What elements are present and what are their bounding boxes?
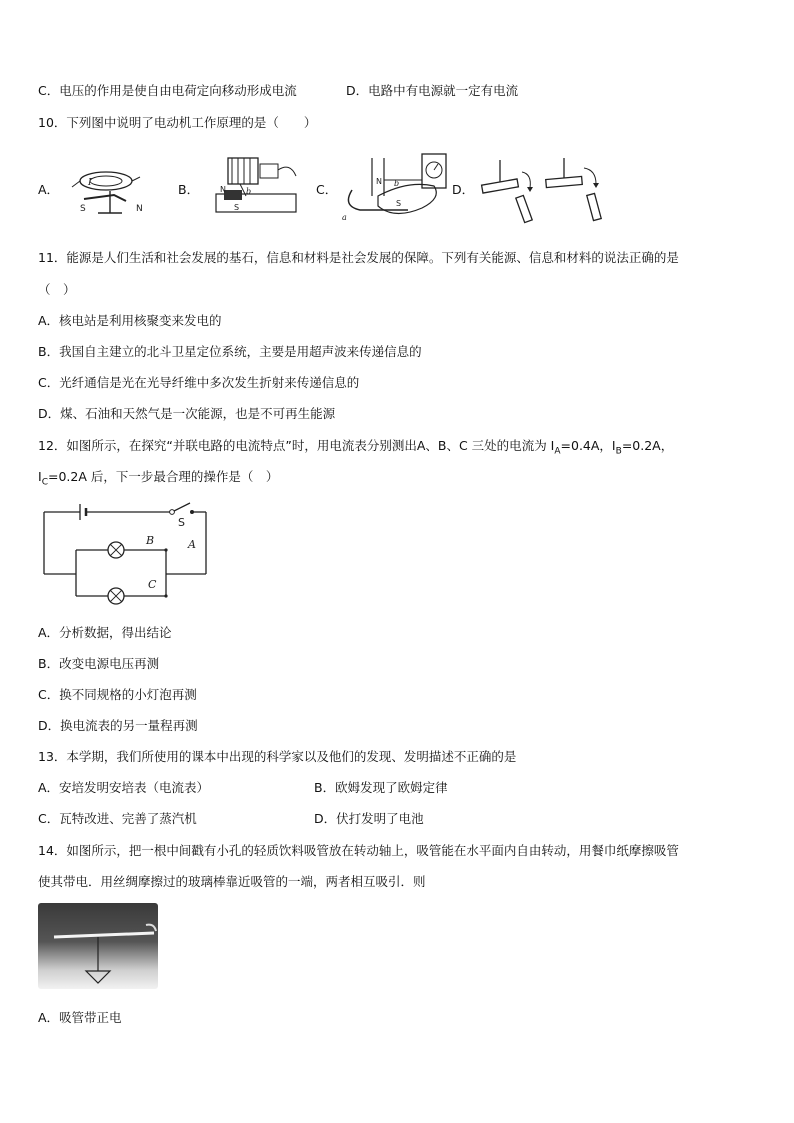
q13-option-a: A．安培发明安培表（电流表） [38, 780, 210, 795]
q14-option-a: A．吸管带正电 [38, 1010, 122, 1025]
q13-option-d: D．伏打发明了电池 [314, 811, 424, 826]
q10-label-c: C． [316, 182, 338, 197]
q12-circuit-diagram [40, 500, 220, 610]
q9-option-d: D．电路中有电源就一定有电流 [346, 83, 519, 98]
q10-figure-b [200, 152, 310, 222]
q9-option-c: C．电压的作用是使自由电荷定向移动形成电流 [38, 83, 297, 98]
q12-stem-line2 [38, 469, 278, 491]
q14-stem-line2: 使其带电．用丝绸摩擦过的玻璃棒靠近吸管的一端，两者相互吸引．则 [38, 874, 426, 889]
q10-c-b-label: b [394, 179, 400, 188]
q10-figure-a [66, 155, 166, 225]
q10-label-d: D． [452, 182, 475, 197]
q12-switch-label: S [178, 516, 185, 529]
q11-option-b: B．我国自主建立的北斗卫星定位系统，主要是用超声波来传递信息的 [38, 344, 422, 359]
q11-option-c: C．光纤通信是光在光导纤维中多次发生折射来传递信息的 [38, 375, 360, 390]
q12-option-c: C．换不同规格的小灯泡再测 [38, 687, 197, 702]
q10-figure-d [474, 152, 614, 224]
q10-label-a: A． [38, 182, 60, 197]
q12-option-a: A．分析数据，得出结论 [38, 625, 172, 640]
q10-figure-c [338, 150, 458, 222]
q10-a-n-label: N [136, 204, 143, 214]
q10-a-s-label: S [80, 204, 86, 214]
q14-straw-drawing [38, 903, 158, 989]
q14-stem-line1: 14．如图所示，把一根中间戳有小孔的轻质饮料吸管放在转动轴上，吸管能在水平面内自由转动，用餐巾纸摩擦吸管 [38, 843, 679, 858]
q10-c-n-label: N [376, 177, 382, 186]
q10-c-s-label: S [396, 199, 402, 208]
q12-option-d: D．换电流表的另一量程再测 [38, 718, 198, 733]
q12-value-a: =0.4A，I [560, 438, 616, 453]
q11-option-a: A．核电站是利用核聚变来发电的 [38, 313, 222, 328]
q10-c-a-label: a [342, 213, 347, 222]
q12-stem-line1 [38, 438, 673, 460]
q12-point-a-label: A [188, 538, 196, 551]
q10-stem: 10．下列图中说明了电动机工作原理的是（ ） [38, 115, 317, 130]
q13-option-b: B．欧姆发现了欧姆定律 [314, 780, 448, 795]
q13-option-c: C．瓦特改进、完善了蒸汽机 [38, 811, 197, 826]
q10-b-s-label: S [234, 203, 240, 212]
q10-b-n-label: N [220, 185, 226, 194]
q11-stem-paren: （ ） [38, 282, 76, 297]
q12-value-b: =0.2A， [621, 438, 674, 453]
q12-current-i: I [38, 469, 42, 484]
q13-stem: 13．本学期，我们所使用的课本中出现的科学家以及他们的发现、发明描述不正确的是 [38, 749, 517, 764]
q12-stem-rest: =0.2A 后，下一步最合理的操作是（ ） [47, 469, 279, 484]
q10-a-current-label: I [88, 178, 92, 188]
q12-point-c-label: C [148, 578, 157, 591]
q12-stem-text: 12．如图所示，在探究“并联电路的电流特点”时，用电流表分别测出 [38, 438, 417, 453]
q12-stem-points: A、B、C 三处的电流为 I [416, 438, 555, 453]
q12-point-b-label: B [146, 534, 155, 547]
q11-option-d: D．煤、石油和天然气是一次能源，也是不可再生能源 [38, 406, 336, 421]
q10-label-b: B． [178, 182, 200, 197]
q12-option-b: B．改变电源电压再测 [38, 656, 160, 671]
q11-stem: 11．能源是人们生活和社会发展的基石，信息和材料是社会发展的保障。下列有关能源、信息和材料的说法正确的是 [38, 250, 679, 265]
q12-sub-c: C [41, 477, 48, 488]
q12-sub-a: A [554, 446, 561, 457]
q12-sub-b: B [615, 446, 622, 457]
q10-b-b-label: b [246, 187, 252, 196]
